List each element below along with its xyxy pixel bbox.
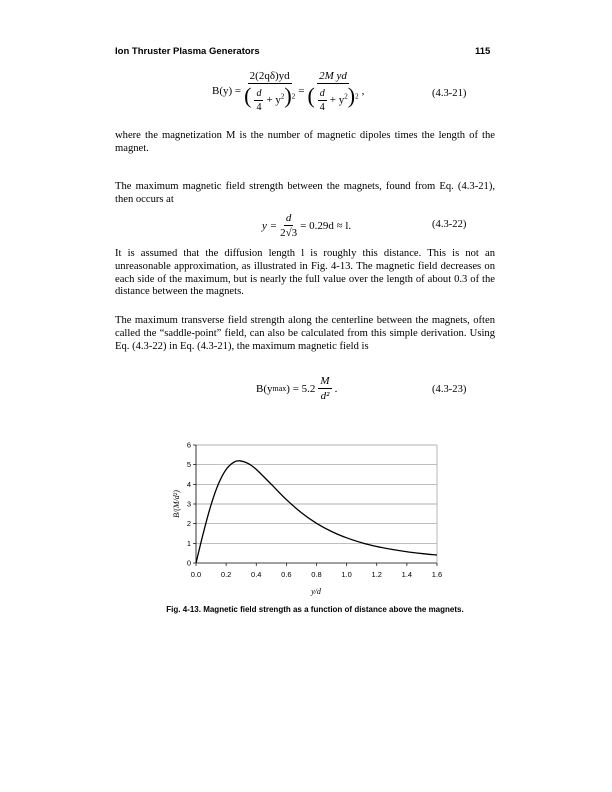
four: 4	[256, 101, 262, 113]
eq-lhs: y =	[262, 219, 278, 232]
magnetic-field-chart	[0, 430, 612, 630]
x-axis-label: y/d	[311, 587, 321, 596]
period: .	[334, 382, 338, 395]
numerator: 2M yd	[319, 70, 347, 82]
y-axis-label: B/(M/d²)	[172, 490, 181, 518]
eq-lhs: B(y	[256, 382, 273, 395]
equation-4-3-21	[212, 70, 364, 113]
x-tick-label: 0.4	[251, 570, 262, 579]
eq-lhs: B(y) =	[212, 85, 242, 98]
figure-caption: Fig. 4-13. Magnetic field strength as a function of distance above the magnets.	[166, 605, 464, 614]
equation-number: (4.3-22)	[432, 219, 467, 230]
running-header-title: Ion Thruster Plasma Generators	[115, 46, 260, 57]
denominator: 2√3	[280, 227, 298, 239]
x-tick-label: 1.6	[431, 570, 443, 579]
numerator: 2(2qδ)yd	[249, 70, 290, 82]
eq-mid: ) = 5.2	[286, 382, 316, 395]
equation-4-3-22	[262, 212, 351, 239]
paragraph: The maximum transverse field strength along the centerline between the magnets, often called the “saddle-point” field, can also be calculated from this simple derivation. Using Eq. (4.3-22) in Eq. (4.3-21), the maximum magnetic field is	[115, 315, 495, 352]
y-tick-label: 0	[186, 558, 191, 568]
denominator: ( $\frac{d}{4}$ + $y^2)^2$	[244, 83, 296, 113]
comma: ,	[361, 85, 365, 98]
x-tick-label: 0.2	[220, 570, 232, 579]
subscript: max	[272, 384, 287, 393]
y-tick-label: 3	[186, 499, 191, 509]
tick-labels	[187, 441, 442, 580]
plus-y: + y	[329, 94, 345, 106]
equation-number: (4.3-23)	[432, 384, 467, 395]
y-tick-label: 1	[186, 538, 191, 548]
x-tick-label: 1.4	[401, 570, 413, 579]
page-number: 115	[475, 46, 491, 57]
x-tick-label: 1.2	[371, 570, 382, 579]
x-tick-label: 0.0	[190, 570, 202, 579]
y-tick-label: 2	[186, 519, 191, 529]
four: 4	[319, 101, 325, 113]
numerator: d	[285, 212, 292, 224]
equals: =	[298, 85, 305, 98]
fraction	[307, 70, 358, 113]
fraction	[244, 70, 295, 113]
denominator: d²	[320, 390, 330, 402]
paragraph: where the magnetization M is the number of magnetic dipoles times the length of the magnet.	[115, 130, 495, 154]
y-tick-label: 4	[186, 479, 191, 489]
y-tick-label: 5	[186, 460, 191, 470]
paragraph: It is assumed that the diffusion length l is roughly this distance. This is not an unreasonable approximation, as illustrated in Fig. 4-13. The magnetic field decreases on each side of the maximum, but is nearly the full value over the length of about 0.3 of the distance between the magnets.	[115, 248, 495, 298]
numerator: M	[320, 375, 330, 387]
equation-4-3-23	[256, 375, 337, 402]
eq-rhs: = 0.29d ≈ l.	[300, 219, 352, 232]
fraction	[318, 375, 331, 402]
fraction	[280, 212, 297, 239]
y-tick-label: 6	[186, 440, 191, 450]
x-tick-label: 0.8	[311, 570, 322, 579]
denominator: ( $\frac{d}{4}$ + $y^2)^2$	[307, 83, 359, 113]
plus-y: + y	[266, 94, 281, 106]
paragraph: The maximum magnetic field strength between the magnets, found from Eq. (4.3-21), then occurs at	[115, 181, 495, 205]
d: d	[256, 87, 262, 99]
x-tick-label: 1.0	[341, 570, 352, 579]
series-line	[196, 461, 437, 563]
gridlines	[193, 445, 437, 566]
equation-number: (4.3-21)	[432, 88, 467, 99]
d: d	[319, 87, 325, 99]
x-tick-label: 0.6	[281, 570, 292, 579]
